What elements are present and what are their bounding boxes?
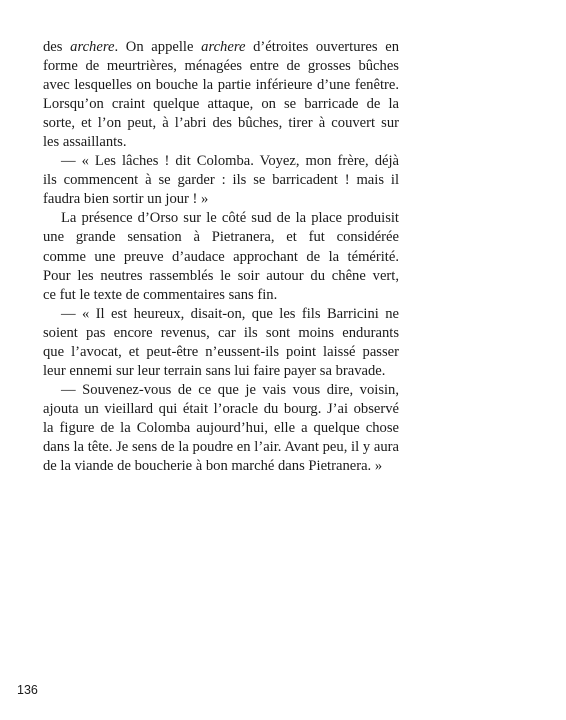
paragraph [43,38,399,152]
text-line: La présence d’Orso sur le côté sud de la place produisit [61,210,399,227]
text-line: faudra bien sortir un jour ! » [43,191,209,208]
text-line: sorte, et l’on peut, à l’abri des bûches, tirer à couvert sur [43,115,399,132]
text-line: de la viande de boucherie à bon marché dans Pietranera. » [43,458,383,475]
text-line: comme une preuve d’audace approchant de la témérité. [43,248,399,265]
text-line: avec lesquelles on bouche la partie inférieure d’une fenêtre. [43,77,399,94]
paragraph [43,381,399,476]
text-line: ils commencent à se garder : ils se barricadent ! mais il [43,172,399,189]
text-line: des archere. On appelle archere d’étroites ouvertures en [43,39,399,55]
text-line: Pour les neutres rassemblés le soir autour du chêne vert, [43,267,399,284]
text-line: dans la tête. Je sens de la poudre en l’air. Avant peu, il y aura [43,438,399,455]
text-line: que l’avocat, et peut-être n’eussent-ils point laissé passer [43,343,399,360]
body-text [43,38,399,476]
text-line: — « Les lâches ! dit Colomba. Voyez, mon frère, déjà [61,153,399,170]
text-line: Lorsqu’on craint quelque attaque, on se barricade de la [43,96,399,113]
text-line: les assaillants. [43,134,127,151]
text-line: — Souvenez-vous de ce que je vais vous dire, voisin, [61,381,399,398]
text-line: — « Il est heureux, disait-on, que les fils Barricini ne [61,305,399,322]
paragraph [43,305,399,381]
text-line: la figure de la Colomba aujourd’hui, elle a quelque chose [43,419,399,436]
paragraph [43,152,399,209]
text-line: forme de meurtrières, ménagées entre de grosses bûches [43,58,399,75]
text-line: ce fut le texte de commentaires sans fin. [43,286,278,303]
paragraph [43,209,399,304]
text-line: ajouta un vieillard qui était l’oracle du bourg. J’ai observé [43,400,399,417]
text-line: leur ennemi sur leur terrain sans lui faire payer sa bravade. [43,362,386,379]
page-number: 136 [17,683,38,697]
text-line: une grande sensation à Pietranera, et fut considérée [43,229,399,246]
text-line: soient pas encore revenus, car ils sont moins endurants [43,324,399,341]
